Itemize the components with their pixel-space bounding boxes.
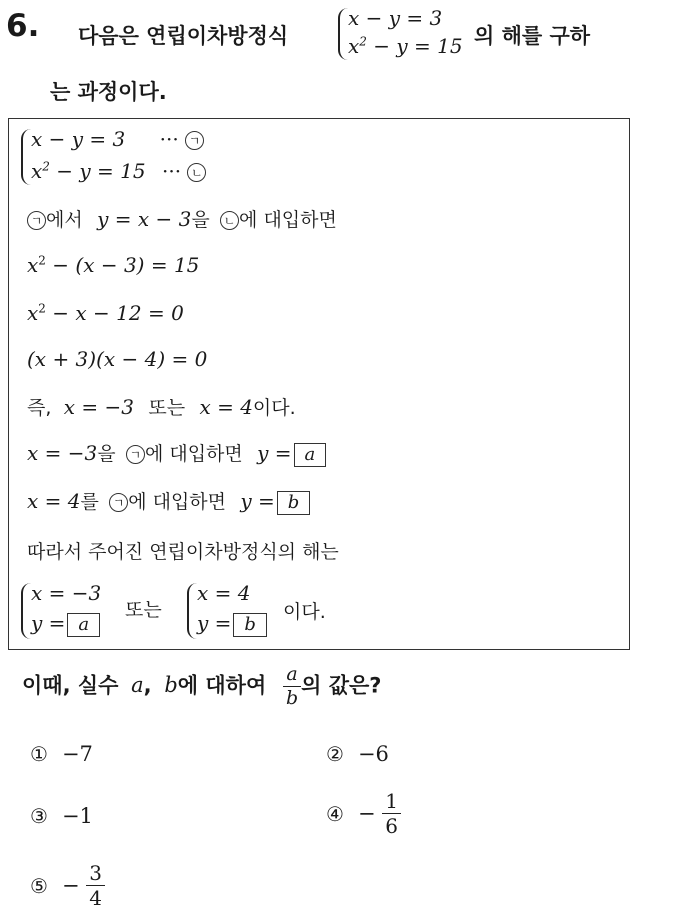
answer-system-1 xyxy=(21,577,131,643)
solution-step-4: (x + 3)(x − 4) = 0 xyxy=(27,347,208,371)
choice-4[interactable]: ④ − $\frac{1}{6}$ xyxy=(326,790,401,837)
system-brace xyxy=(338,8,348,60)
question-stem-part2: 의 해를 구하 xyxy=(474,24,591,48)
answer-or: 또는 xyxy=(125,599,162,621)
circled-nieun-marker: ㄴ xyxy=(187,163,206,182)
solution-step-2: $x^2 - (x - 3) = 15$ xyxy=(27,253,200,277)
answer-1-row-1: x = −3 xyxy=(31,581,102,605)
answer-end: 이다. xyxy=(283,601,326,623)
system-row-1: x − y = 3 xyxy=(348,6,443,30)
circled-giyeok-marker: ㄱ xyxy=(185,131,204,150)
circled-giyeok-marker: ㄱ xyxy=(27,211,46,230)
solution-step-5: 즉, x = −3 또는 x = 4이다. xyxy=(27,395,296,419)
answer-system-2-brace xyxy=(187,583,197,639)
question-stem-part3: 는 과정이다. xyxy=(50,80,167,104)
circled-nieun-marker: ㄴ xyxy=(220,211,239,230)
answer-system-2 xyxy=(187,577,297,643)
circled-giyeok-marker: ㄱ xyxy=(126,445,145,464)
system-row-2: $x^2 - y = 15$ xyxy=(348,34,463,58)
solution-step-1: ㄱ 에서 y = x − 3을 ㄴ 에 대입하면 xyxy=(27,205,337,232)
prompt: 이때, 실수 a, b에 대하여 $\frac{a}{b}$ 의 값은? xyxy=(22,663,382,709)
answer-2-row-1: x = 4 xyxy=(197,581,251,605)
solution-step-7: x = 4를 ㄱ 에 대입하면 y = b xyxy=(27,487,310,515)
answer-system-1-brace xyxy=(21,583,31,639)
solution-system-brace xyxy=(21,129,31,185)
solution-system xyxy=(21,123,261,189)
question-number: 6. xyxy=(6,8,40,44)
choice-5-fraction: $\frac{3}{4}$ xyxy=(86,862,105,909)
prompt-fraction: $\frac{a}{b}$ xyxy=(283,664,301,709)
solution-eq-2: $x^2 - y = 15$ ··· ㄴ xyxy=(31,159,206,183)
choice-5[interactable]: ⑤ − $\frac{3}{4}$ xyxy=(30,862,105,909)
solution-step-3: $x^2 - x - 12 = 0$ xyxy=(27,301,184,325)
solution-step-8: 따라서 주어진 연립이차방정식의 해는 xyxy=(27,541,339,563)
choice-2[interactable]: ② −6 xyxy=(326,742,389,766)
blank-b: b xyxy=(233,613,267,637)
solution-eq-1: x − y = 3 ··· ㄱ xyxy=(31,127,204,151)
solution-box xyxy=(8,118,630,650)
choice-3[interactable]: ③ −1 xyxy=(30,804,93,828)
question-stem-part1: 다음은 연립이차방정식 xyxy=(78,24,289,48)
circled-giyeok-marker: ㄱ xyxy=(109,493,128,512)
solution-step-6: x = −3을 ㄱ 에 대입하면 y = a xyxy=(27,439,326,467)
choice-4-fraction: $\frac{1}{6}$ xyxy=(382,790,401,837)
choice-1[interactable]: ① −7 xyxy=(30,742,93,766)
blank-b: b xyxy=(277,491,311,515)
blank-a: a xyxy=(67,613,100,637)
answer-2-row-2: y = b xyxy=(197,611,267,637)
answer-1-row-2: y = a xyxy=(31,611,100,637)
question-system xyxy=(338,4,478,62)
blank-a: a xyxy=(294,443,327,467)
